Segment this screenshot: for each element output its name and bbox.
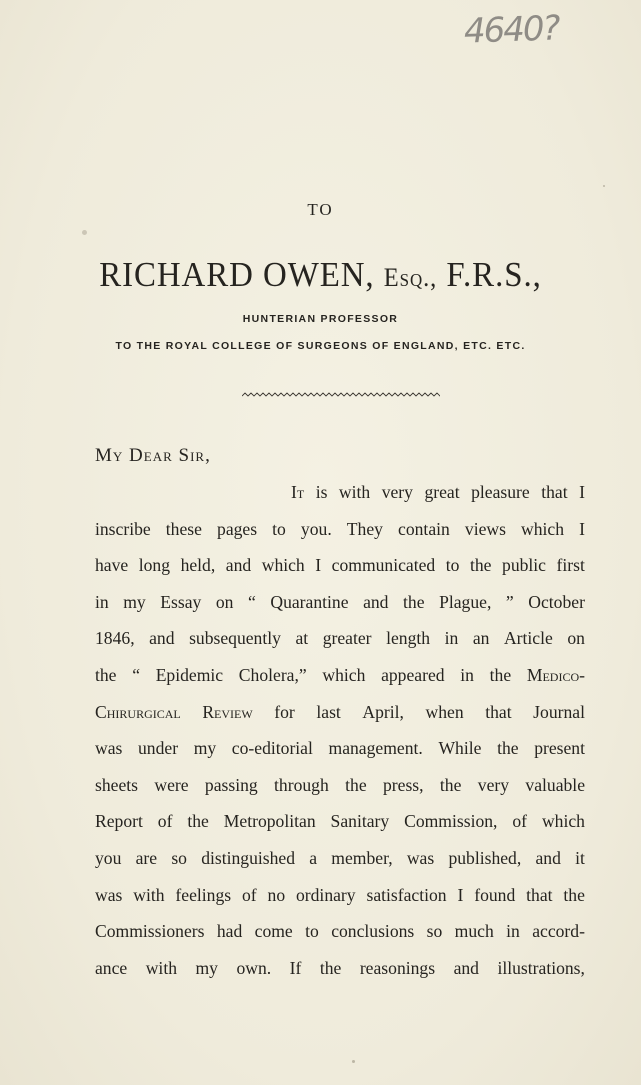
word: Medico- [526, 664, 585, 685]
letter-line [95, 917, 585, 954]
word: I [457, 884, 464, 905]
word: and [225, 555, 252, 576]
word: appeared [381, 664, 445, 685]
word: which [541, 811, 585, 832]
dedication-recipient [19, 255, 622, 295]
letter-line [95, 771, 585, 808]
word: was [406, 847, 435, 868]
word: very [381, 482, 413, 502]
word: to [305, 921, 319, 942]
word: the [469, 555, 492, 576]
word: the [187, 811, 209, 832]
word: and [149, 628, 175, 649]
word: on [215, 591, 234, 612]
word: pleasure [471, 482, 530, 502]
word: Commission, [404, 811, 498, 832]
word: feelings [175, 884, 232, 905]
word: the [497, 738, 519, 759]
letter-line [95, 661, 585, 698]
word: had [216, 921, 243, 942]
word: I [579, 518, 585, 539]
word: They [346, 518, 383, 539]
word: Sanitary [330, 811, 390, 832]
letter-line [95, 551, 585, 588]
word: public [502, 555, 546, 576]
word: you [95, 847, 122, 868]
letter-salutation: My Dear Sir, [95, 445, 211, 466]
word: own. [236, 957, 272, 978]
recipient-title: HUNTERIAN PROFESSOR [242, 313, 399, 325]
word: sheets [95, 774, 138, 795]
paper-speck [603, 185, 605, 187]
word: with [145, 957, 177, 978]
word: to [445, 555, 460, 576]
word: is [315, 482, 328, 502]
word: which [322, 664, 366, 685]
word: great [424, 482, 460, 502]
word: conclusions [331, 921, 415, 942]
word: valuable [525, 774, 585, 795]
word: the [439, 774, 462, 795]
word: Report [95, 811, 143, 832]
word: in [506, 921, 520, 942]
word: subsequently [189, 628, 281, 649]
word: ” [505, 591, 514, 612]
recipient-honours: F.R.S., [446, 255, 542, 294]
word: in [95, 591, 109, 612]
word: the [489, 664, 512, 685]
word: inscribe [95, 518, 151, 539]
letter-line [95, 624, 585, 661]
letter-line [95, 881, 585, 918]
word: that [485, 701, 512, 722]
word: you. [300, 518, 332, 539]
word: Essay [160, 591, 202, 612]
word: “ [132, 664, 140, 685]
letter-line [95, 478, 585, 515]
word: 1846, [95, 628, 135, 649]
word: that [541, 482, 568, 502]
word: at [295, 628, 309, 649]
word: passing [204, 774, 258, 795]
word: first [556, 555, 585, 576]
word: the [563, 884, 585, 905]
letter-line [95, 807, 585, 844]
word: which [521, 518, 565, 539]
word: greater [322, 628, 372, 649]
word: very [477, 774, 510, 795]
word: the [403, 591, 425, 612]
word: these [165, 518, 202, 539]
letter-line [95, 515, 585, 552]
word: pages [217, 518, 258, 539]
word: length [386, 628, 431, 649]
word: reasonings [359, 957, 436, 978]
word: views [464, 518, 506, 539]
word: published, [448, 847, 522, 868]
word: an [472, 628, 490, 649]
word: October [528, 591, 585, 612]
word: come [254, 921, 293, 942]
word: when [425, 701, 464, 722]
word: were [154, 774, 189, 795]
word: member, [331, 847, 393, 868]
word: in [444, 628, 459, 649]
word: ance [95, 957, 128, 978]
word: “ [248, 591, 256, 612]
letter-body [95, 478, 585, 990]
word: so [426, 921, 443, 942]
word: I [579, 482, 585, 502]
word: the [95, 664, 117, 685]
letter-line [95, 844, 585, 881]
word: I [315, 555, 322, 576]
word: of [512, 811, 528, 832]
word: Quarantine [270, 591, 349, 612]
word: press, [383, 774, 424, 795]
paper-speck [352, 1060, 355, 1063]
word: and [535, 847, 561, 868]
word: long [138, 555, 171, 576]
word: for [274, 701, 295, 722]
word: last [316, 701, 341, 722]
word: contain [398, 518, 450, 539]
word: co-editorial [231, 738, 313, 759]
word: no [267, 884, 286, 905]
word: my [195, 957, 218, 978]
recipient-suffix: Esq., [383, 263, 438, 292]
word: and [453, 957, 479, 978]
word: April, [362, 701, 404, 722]
word: that [526, 884, 553, 905]
word: a [309, 847, 318, 868]
word: distinguished [201, 847, 296, 868]
word: to [272, 518, 286, 539]
word: satisfaction [366, 884, 447, 905]
word: so [171, 847, 187, 868]
word: management. [328, 738, 423, 759]
letter-line [95, 698, 585, 735]
word: much [454, 921, 494, 942]
handwritten-shelfmark: 4640? [463, 8, 560, 52]
word: with [133, 884, 165, 905]
word: While [438, 738, 482, 759]
word: ordinary [295, 884, 356, 905]
word: Commissioners [95, 921, 205, 942]
word: of [241, 884, 257, 905]
word: it [575, 847, 585, 868]
word: Plague, [439, 591, 492, 612]
letter-line [95, 954, 585, 991]
word: in [460, 664, 474, 685]
word: which [261, 555, 305, 576]
word: Epidemic [155, 664, 224, 685]
letter-line [95, 734, 585, 771]
word: Cholera,” [238, 664, 307, 685]
decorative-wavy-rule [242, 391, 440, 401]
word: with [338, 482, 371, 502]
word: illustrations, [497, 957, 585, 978]
word: Journal [533, 701, 585, 722]
word: my [123, 591, 146, 612]
word: the [345, 774, 367, 795]
word: held, [180, 555, 216, 576]
word: have [95, 555, 129, 576]
word: Review [202, 701, 253, 722]
recipient-name: RICHARD OWEN, [99, 255, 375, 294]
word: It [291, 482, 305, 502]
word: Article [503, 628, 553, 649]
word: under [138, 738, 179, 759]
dedication-to: TO [307, 200, 334, 219]
word: the [319, 957, 342, 978]
word: Chirurgical [95, 701, 181, 722]
word: through [274, 774, 329, 795]
word: and [363, 591, 389, 612]
word: of [157, 811, 173, 832]
word: present [534, 738, 585, 759]
word: Metropolitan [223, 811, 316, 832]
word: If [289, 957, 302, 978]
word: are [135, 847, 158, 868]
word: communicated [331, 555, 436, 576]
word: my [193, 738, 217, 759]
word: was [95, 884, 123, 905]
recipient-institution: TO THE ROYAL COLLEGE OF SURGEONS OF ENGLAND, ETC. ETC. [115, 340, 526, 352]
word: was [95, 738, 123, 759]
letter-line [95, 588, 585, 625]
word: accord- [532, 921, 585, 942]
word: on [567, 628, 585, 649]
word: found [474, 884, 516, 905]
paper-speck [82, 230, 87, 235]
